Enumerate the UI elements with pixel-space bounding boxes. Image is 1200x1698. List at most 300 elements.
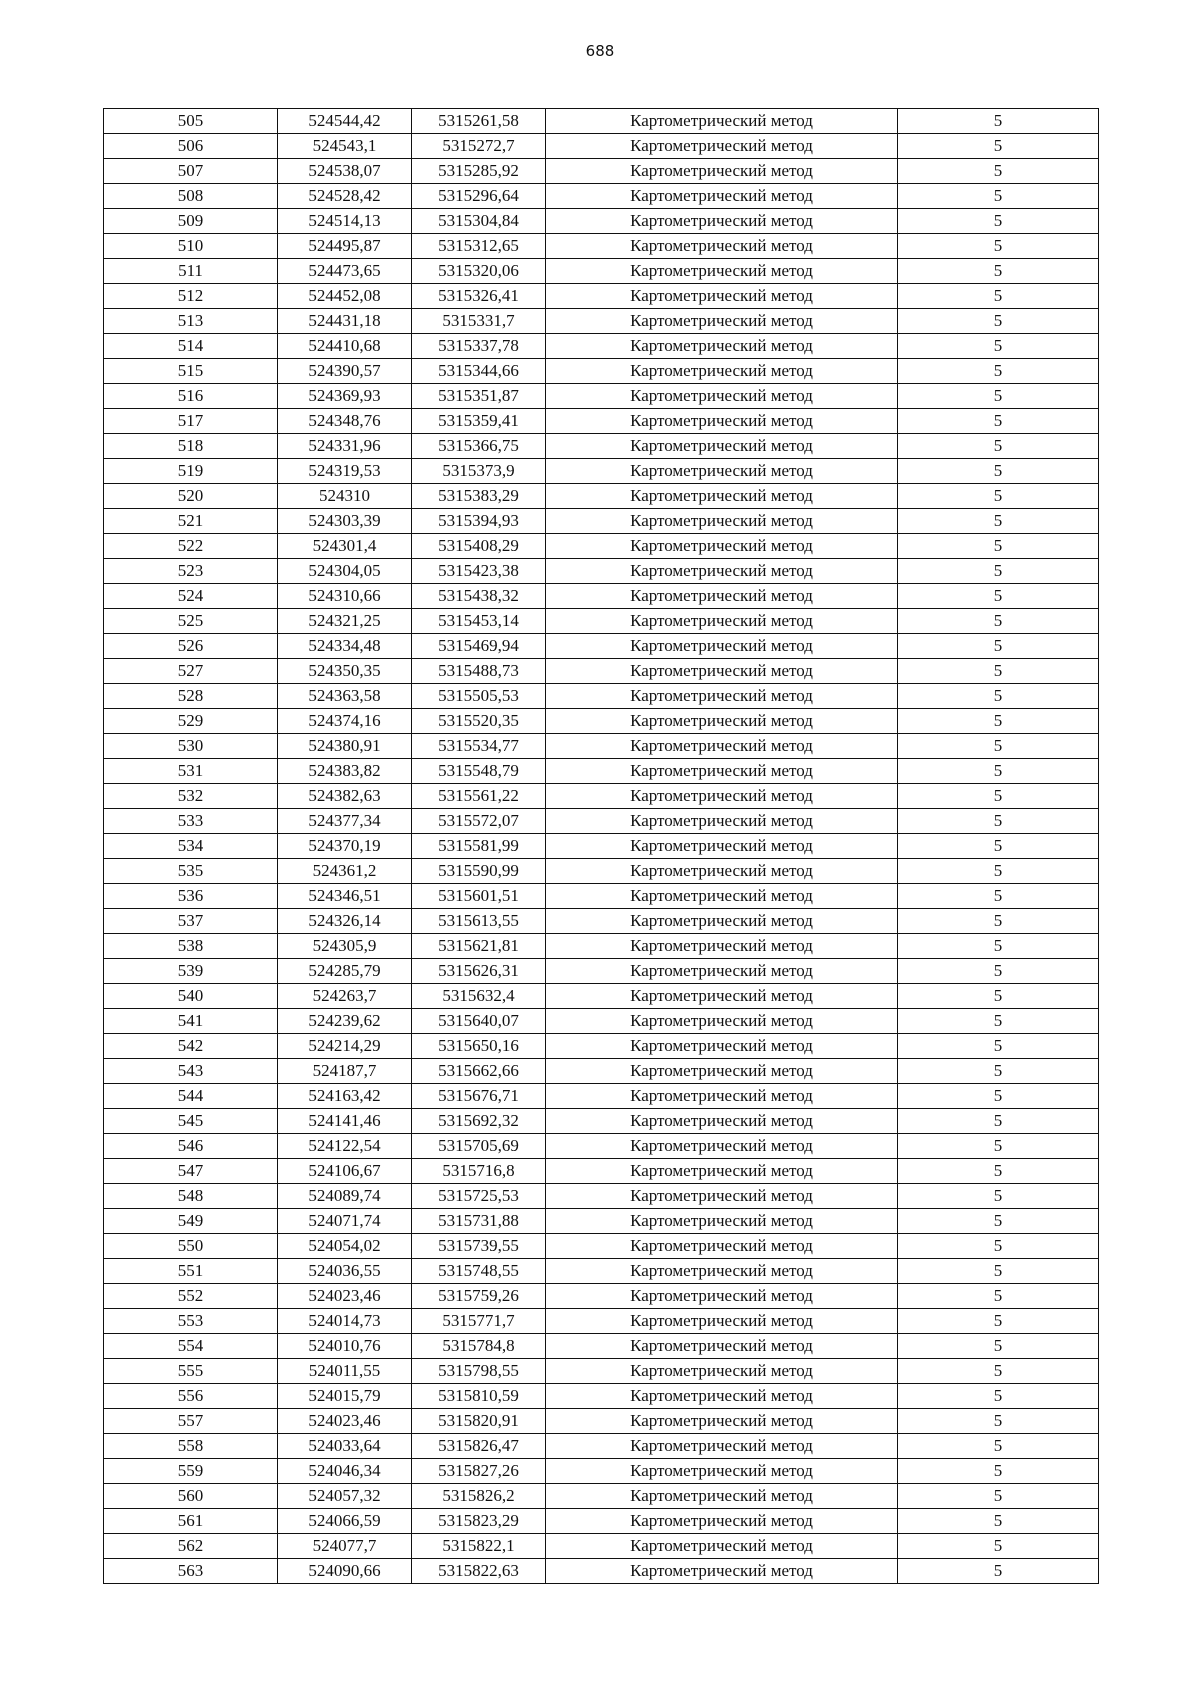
table-row	[104, 1159, 1099, 1184]
point-number-cell: 553	[104, 1309, 278, 1334]
x-coordinate-cell: 524319,53	[278, 459, 412, 484]
table-row	[104, 184, 1099, 209]
accuracy-cell: 5	[898, 634, 1099, 659]
coordinates-table	[103, 108, 1099, 1584]
method-cell: Картометрический метод	[546, 1309, 898, 1334]
y-coordinate-cell: 5315823,29	[412, 1509, 546, 1534]
accuracy-cell: 5	[898, 1009, 1099, 1034]
accuracy-cell: 5	[898, 284, 1099, 309]
table-row	[104, 634, 1099, 659]
table-row	[104, 1484, 1099, 1509]
accuracy-cell: 5	[898, 209, 1099, 234]
accuracy-cell: 5	[898, 859, 1099, 884]
point-number-cell: 534	[104, 834, 278, 859]
table-row	[104, 1459, 1099, 1484]
table-row	[104, 884, 1099, 909]
point-number-cell: 533	[104, 809, 278, 834]
y-coordinate-cell: 5315827,26	[412, 1459, 546, 1484]
accuracy-cell: 5	[898, 659, 1099, 684]
table-row	[104, 984, 1099, 1009]
method-cell: Картометрический метод	[546, 534, 898, 559]
table-row	[104, 584, 1099, 609]
accuracy-cell: 5	[898, 134, 1099, 159]
table-row	[104, 1209, 1099, 1234]
x-coordinate-cell: 524054,02	[278, 1234, 412, 1259]
table-row	[104, 384, 1099, 409]
accuracy-cell: 5	[898, 1084, 1099, 1109]
x-coordinate-cell: 524310,66	[278, 584, 412, 609]
table-row	[104, 309, 1099, 334]
accuracy-cell: 5	[898, 759, 1099, 784]
x-coordinate-cell: 524538,07	[278, 159, 412, 184]
table-row	[104, 1009, 1099, 1034]
point-number-cell: 561	[104, 1509, 278, 1534]
point-number-cell: 538	[104, 934, 278, 959]
point-number-cell: 508	[104, 184, 278, 209]
y-coordinate-cell: 5315798,55	[412, 1359, 546, 1384]
accuracy-cell: 5	[898, 1434, 1099, 1459]
method-cell: Картометрический метод	[546, 559, 898, 584]
method-cell: Картометрический метод	[546, 409, 898, 434]
x-coordinate-cell: 524214,29	[278, 1034, 412, 1059]
x-coordinate-cell: 524015,79	[278, 1384, 412, 1409]
x-coordinate-cell: 524033,64	[278, 1434, 412, 1459]
method-cell: Картометрический метод	[546, 434, 898, 459]
y-coordinate-cell: 5315520,35	[412, 709, 546, 734]
accuracy-cell: 5	[898, 984, 1099, 1009]
y-coordinate-cell: 5315716,8	[412, 1159, 546, 1184]
y-coordinate-cell: 5315739,55	[412, 1234, 546, 1259]
y-coordinate-cell: 5315423,38	[412, 559, 546, 584]
table-row	[104, 1234, 1099, 1259]
x-coordinate-cell: 524023,46	[278, 1284, 412, 1309]
x-coordinate-cell: 524046,34	[278, 1459, 412, 1484]
accuracy-cell: 5	[898, 1209, 1099, 1234]
table-row	[104, 1059, 1099, 1084]
point-number-cell: 556	[104, 1384, 278, 1409]
method-cell: Картометрический метод	[546, 634, 898, 659]
method-cell: Картометрический метод	[546, 234, 898, 259]
x-coordinate-cell: 524361,2	[278, 859, 412, 884]
y-coordinate-cell: 5315705,69	[412, 1134, 546, 1159]
table-row	[104, 284, 1099, 309]
x-coordinate-cell: 524106,67	[278, 1159, 412, 1184]
y-coordinate-cell: 5315312,65	[412, 234, 546, 259]
accuracy-cell: 5	[898, 909, 1099, 934]
table-row	[104, 159, 1099, 184]
point-number-cell: 535	[104, 859, 278, 884]
accuracy-cell: 5	[898, 1534, 1099, 1559]
method-cell: Картометрический метод	[546, 1234, 898, 1259]
point-number-cell: 521	[104, 509, 278, 534]
table-row	[104, 434, 1099, 459]
y-coordinate-cell: 5315725,53	[412, 1184, 546, 1209]
x-coordinate-cell: 524377,34	[278, 809, 412, 834]
accuracy-cell: 5	[898, 159, 1099, 184]
y-coordinate-cell: 5315359,41	[412, 409, 546, 434]
point-number-cell: 554	[104, 1334, 278, 1359]
x-coordinate-cell: 524431,18	[278, 309, 412, 334]
method-cell: Картометрический метод	[546, 1359, 898, 1384]
accuracy-cell: 5	[898, 434, 1099, 459]
method-cell: Картометрический метод	[546, 1059, 898, 1084]
method-cell: Картометрический метод	[546, 1409, 898, 1434]
table-row	[104, 859, 1099, 884]
table-row	[104, 334, 1099, 359]
x-coordinate-cell: 524305,9	[278, 934, 412, 959]
method-cell: Картометрический метод	[546, 584, 898, 609]
accuracy-cell: 5	[898, 1184, 1099, 1209]
accuracy-cell: 5	[898, 1384, 1099, 1409]
x-coordinate-cell: 524350,35	[278, 659, 412, 684]
point-number-cell: 528	[104, 684, 278, 709]
point-number-cell: 514	[104, 334, 278, 359]
point-number-cell: 551	[104, 1259, 278, 1284]
method-cell: Картометрический метод	[546, 684, 898, 709]
x-coordinate-cell: 524528,42	[278, 184, 412, 209]
table-row	[104, 209, 1099, 234]
point-number-cell: 555	[104, 1359, 278, 1384]
y-coordinate-cell: 5315810,59	[412, 1384, 546, 1409]
point-number-cell: 509	[104, 209, 278, 234]
table-row	[104, 959, 1099, 984]
table-row	[104, 1509, 1099, 1534]
x-coordinate-cell: 524390,57	[278, 359, 412, 384]
table-row	[104, 134, 1099, 159]
x-coordinate-cell: 524383,82	[278, 759, 412, 784]
x-coordinate-cell: 524363,58	[278, 684, 412, 709]
method-cell: Картометрический метод	[546, 259, 898, 284]
table-row	[104, 459, 1099, 484]
accuracy-cell: 5	[898, 609, 1099, 634]
x-coordinate-cell: 524090,66	[278, 1559, 412, 1584]
y-coordinate-cell: 5315822,63	[412, 1559, 546, 1584]
method-cell: Картометрический метод	[546, 1209, 898, 1234]
method-cell: Картометрический метод	[546, 1109, 898, 1134]
method-cell: Картометрический метод	[546, 1434, 898, 1459]
y-coordinate-cell: 5315581,99	[412, 834, 546, 859]
table-row	[104, 234, 1099, 259]
point-number-cell: 536	[104, 884, 278, 909]
y-coordinate-cell: 5315453,14	[412, 609, 546, 634]
point-number-cell: 526	[104, 634, 278, 659]
point-number-cell: 520	[104, 484, 278, 509]
y-coordinate-cell: 5315621,81	[412, 934, 546, 959]
table-row	[104, 509, 1099, 534]
method-cell: Картометрический метод	[546, 209, 898, 234]
method-cell: Картометрический метод	[546, 784, 898, 809]
table-row	[104, 1109, 1099, 1134]
method-cell: Картометрический метод	[546, 884, 898, 909]
x-coordinate-cell: 524346,51	[278, 884, 412, 909]
x-coordinate-cell: 524011,55	[278, 1359, 412, 1384]
table-row	[104, 1309, 1099, 1334]
x-coordinate-cell: 524348,76	[278, 409, 412, 434]
table-row	[104, 1084, 1099, 1109]
x-coordinate-cell: 524410,68	[278, 334, 412, 359]
accuracy-cell: 5	[898, 934, 1099, 959]
accuracy-cell: 5	[898, 734, 1099, 759]
method-cell: Картометрический метод	[546, 984, 898, 1009]
accuracy-cell: 5	[898, 234, 1099, 259]
accuracy-cell: 5	[898, 1259, 1099, 1284]
table-row	[104, 534, 1099, 559]
table-row	[104, 259, 1099, 284]
accuracy-cell: 5	[898, 709, 1099, 734]
table-row	[104, 759, 1099, 784]
point-number-cell: 540	[104, 984, 278, 1009]
point-number-cell: 511	[104, 259, 278, 284]
table-row	[104, 1409, 1099, 1434]
method-cell: Картометрический метод	[546, 509, 898, 534]
y-coordinate-cell: 5315692,32	[412, 1109, 546, 1134]
point-number-cell: 542	[104, 1034, 278, 1059]
point-number-cell: 562	[104, 1534, 278, 1559]
point-number-cell: 560	[104, 1484, 278, 1509]
accuracy-cell: 5	[898, 834, 1099, 859]
x-coordinate-cell: 524239,62	[278, 1009, 412, 1034]
accuracy-cell: 5	[898, 359, 1099, 384]
table-body	[104, 109, 1099, 1584]
page-number: 688	[585, 42, 615, 60]
point-number-cell: 548	[104, 1184, 278, 1209]
y-coordinate-cell: 5315826,2	[412, 1484, 546, 1509]
method-cell: Картометрический метод	[546, 1009, 898, 1034]
table-row	[104, 1559, 1099, 1584]
table-row	[104, 934, 1099, 959]
accuracy-cell: 5	[898, 1484, 1099, 1509]
y-coordinate-cell: 5315438,32	[412, 584, 546, 609]
point-number-cell: 512	[104, 284, 278, 309]
x-coordinate-cell: 524057,32	[278, 1484, 412, 1509]
point-number-cell: 552	[104, 1284, 278, 1309]
method-cell: Картометрический метод	[546, 384, 898, 409]
accuracy-cell: 5	[898, 1059, 1099, 1084]
point-number-cell: 527	[104, 659, 278, 684]
y-coordinate-cell: 5315590,99	[412, 859, 546, 884]
point-number-cell: 517	[104, 409, 278, 434]
y-coordinate-cell: 5315676,71	[412, 1084, 546, 1109]
method-cell: Картометрический метод	[546, 109, 898, 134]
x-coordinate-cell: 524514,13	[278, 209, 412, 234]
y-coordinate-cell: 5315731,88	[412, 1209, 546, 1234]
method-cell: Картометрический метод	[546, 809, 898, 834]
x-coordinate-cell: 524187,7	[278, 1059, 412, 1084]
y-coordinate-cell: 5315373,9	[412, 459, 546, 484]
accuracy-cell: 5	[898, 1284, 1099, 1309]
method-cell: Картометрический метод	[546, 1284, 898, 1309]
point-number-cell: 524	[104, 584, 278, 609]
method-cell: Картометрический метод	[546, 959, 898, 984]
x-coordinate-cell: 524369,93	[278, 384, 412, 409]
method-cell: Картометрический метод	[546, 1334, 898, 1359]
y-coordinate-cell: 5315572,07	[412, 809, 546, 834]
x-coordinate-cell: 524071,74	[278, 1209, 412, 1234]
y-coordinate-cell: 5315613,55	[412, 909, 546, 934]
point-number-cell: 541	[104, 1009, 278, 1034]
y-coordinate-cell: 5315296,64	[412, 184, 546, 209]
y-coordinate-cell: 5315261,58	[412, 109, 546, 134]
y-coordinate-cell: 5315326,41	[412, 284, 546, 309]
y-coordinate-cell: 5315640,07	[412, 1009, 546, 1034]
y-coordinate-cell: 5315632,4	[412, 984, 546, 1009]
method-cell: Картометрический метод	[546, 459, 898, 484]
method-cell: Картометрический метод	[546, 1159, 898, 1184]
point-number-cell: 510	[104, 234, 278, 259]
point-number-cell: 507	[104, 159, 278, 184]
table-row	[104, 609, 1099, 634]
method-cell: Картометрический метод	[546, 284, 898, 309]
y-coordinate-cell: 5315488,73	[412, 659, 546, 684]
x-coordinate-cell: 524321,25	[278, 609, 412, 634]
method-cell: Картометрический метод	[546, 1509, 898, 1534]
accuracy-cell: 5	[898, 1234, 1099, 1259]
x-coordinate-cell: 524263,7	[278, 984, 412, 1009]
point-number-cell: 515	[104, 359, 278, 384]
point-number-cell: 547	[104, 1159, 278, 1184]
x-coordinate-cell: 524304,05	[278, 559, 412, 584]
accuracy-cell: 5	[898, 309, 1099, 334]
method-cell: Картометрический метод	[546, 834, 898, 859]
x-coordinate-cell: 524334,48	[278, 634, 412, 659]
y-coordinate-cell: 5315366,75	[412, 434, 546, 459]
table-row	[104, 1434, 1099, 1459]
accuracy-cell: 5	[898, 184, 1099, 209]
point-number-cell: 525	[104, 609, 278, 634]
method-cell: Картометрический метод	[546, 609, 898, 634]
accuracy-cell: 5	[898, 584, 1099, 609]
y-coordinate-cell: 5315505,53	[412, 684, 546, 709]
x-coordinate-cell: 524452,08	[278, 284, 412, 309]
point-number-cell: 558	[104, 1434, 278, 1459]
method-cell: Картометрический метод	[546, 484, 898, 509]
point-number-cell: 530	[104, 734, 278, 759]
point-number-cell: 506	[104, 134, 278, 159]
y-coordinate-cell: 5315285,92	[412, 159, 546, 184]
y-coordinate-cell: 5315548,79	[412, 759, 546, 784]
point-number-cell: 544	[104, 1084, 278, 1109]
accuracy-cell: 5	[898, 384, 1099, 409]
table-row	[104, 1259, 1099, 1284]
point-number-cell: 531	[104, 759, 278, 784]
table-row	[104, 909, 1099, 934]
accuracy-cell: 5	[898, 884, 1099, 909]
accuracy-cell: 5	[898, 409, 1099, 434]
table-row	[104, 1359, 1099, 1384]
y-coordinate-cell: 5315601,51	[412, 884, 546, 909]
table-row	[104, 709, 1099, 734]
y-coordinate-cell: 5315394,93	[412, 509, 546, 534]
accuracy-cell: 5	[898, 959, 1099, 984]
x-coordinate-cell: 524303,39	[278, 509, 412, 534]
point-number-cell: 545	[104, 1109, 278, 1134]
point-number-cell: 543	[104, 1059, 278, 1084]
table-row	[104, 684, 1099, 709]
point-number-cell: 519	[104, 459, 278, 484]
x-coordinate-cell: 524023,46	[278, 1409, 412, 1434]
x-coordinate-cell: 524010,76	[278, 1334, 412, 1359]
method-cell: Картометрический метод	[546, 659, 898, 684]
accuracy-cell: 5	[898, 1459, 1099, 1484]
y-coordinate-cell: 5315383,29	[412, 484, 546, 509]
y-coordinate-cell: 5315662,66	[412, 1059, 546, 1084]
method-cell: Картометрический метод	[546, 159, 898, 184]
x-coordinate-cell: 524543,1	[278, 134, 412, 159]
table-row	[104, 1134, 1099, 1159]
accuracy-cell: 5	[898, 1509, 1099, 1534]
table-row	[104, 559, 1099, 584]
table-row	[104, 1284, 1099, 1309]
method-cell: Картометрический метод	[546, 1459, 898, 1484]
method-cell: Картометрический метод	[546, 909, 898, 934]
x-coordinate-cell: 524301,4	[278, 534, 412, 559]
method-cell: Картометрический метод	[546, 134, 898, 159]
x-coordinate-cell: 524077,7	[278, 1534, 412, 1559]
method-cell: Картометрический метод	[546, 184, 898, 209]
point-number-cell: 557	[104, 1409, 278, 1434]
x-coordinate-cell: 524014,73	[278, 1309, 412, 1334]
y-coordinate-cell: 5315331,7	[412, 309, 546, 334]
point-number-cell: 550	[104, 1234, 278, 1259]
method-cell: Картометрический метод	[546, 309, 898, 334]
point-number-cell: 537	[104, 909, 278, 934]
x-coordinate-cell: 524374,16	[278, 709, 412, 734]
accuracy-cell: 5	[898, 1034, 1099, 1059]
y-coordinate-cell: 5315272,7	[412, 134, 546, 159]
point-number-cell: 522	[104, 534, 278, 559]
y-coordinate-cell: 5315561,22	[412, 784, 546, 809]
accuracy-cell: 5	[898, 684, 1099, 709]
y-coordinate-cell: 5315748,55	[412, 1259, 546, 1284]
point-number-cell: 546	[104, 1134, 278, 1159]
y-coordinate-cell: 5315304,84	[412, 209, 546, 234]
accuracy-cell: 5	[898, 1309, 1099, 1334]
y-coordinate-cell: 5315534,77	[412, 734, 546, 759]
x-coordinate-cell: 524380,91	[278, 734, 412, 759]
y-coordinate-cell: 5315784,8	[412, 1334, 546, 1359]
table-row	[104, 109, 1099, 134]
method-cell: Картометрический метод	[546, 1034, 898, 1059]
y-coordinate-cell: 5315337,78	[412, 334, 546, 359]
y-coordinate-cell: 5315626,31	[412, 959, 546, 984]
method-cell: Картометрический метод	[546, 709, 898, 734]
x-coordinate-cell: 524285,79	[278, 959, 412, 984]
accuracy-cell: 5	[898, 259, 1099, 284]
method-cell: Картометрический метод	[546, 759, 898, 784]
point-number-cell: 549	[104, 1209, 278, 1234]
method-cell: Картометрический метод	[546, 734, 898, 759]
x-coordinate-cell: 524036,55	[278, 1259, 412, 1284]
table-row	[104, 359, 1099, 384]
table-row	[104, 659, 1099, 684]
point-number-cell: 518	[104, 434, 278, 459]
y-coordinate-cell: 5315351,87	[412, 384, 546, 409]
x-coordinate-cell: 524382,63	[278, 784, 412, 809]
y-coordinate-cell: 5315826,47	[412, 1434, 546, 1459]
table-row	[104, 1384, 1099, 1409]
point-number-cell: 532	[104, 784, 278, 809]
point-number-cell: 529	[104, 709, 278, 734]
method-cell: Картометрический метод	[546, 1259, 898, 1284]
accuracy-cell: 5	[898, 1159, 1099, 1184]
x-coordinate-cell: 524326,14	[278, 909, 412, 934]
accuracy-cell: 5	[898, 1334, 1099, 1359]
table-row	[104, 784, 1099, 809]
table-row	[104, 1034, 1099, 1059]
y-coordinate-cell: 5315469,94	[412, 634, 546, 659]
table-row	[104, 1534, 1099, 1559]
x-coordinate-cell: 524310	[278, 484, 412, 509]
